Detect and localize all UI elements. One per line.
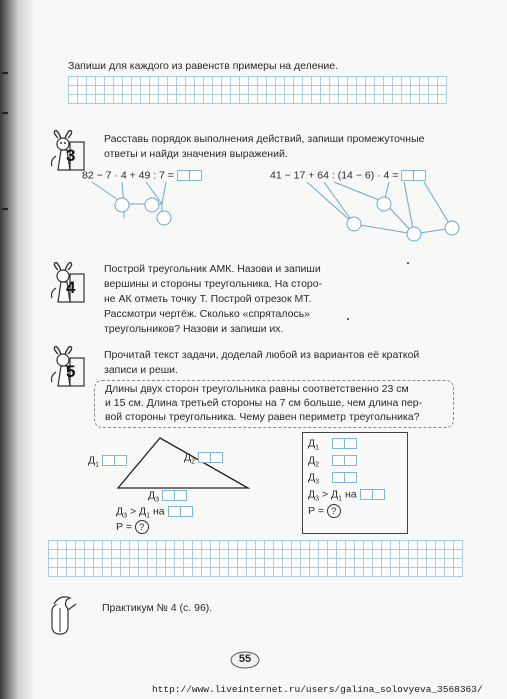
task-4-line: вершины и стороны треугольника. На сторо- bbox=[104, 278, 323, 290]
task-4-line: треугольников? Назови и запиши их. bbox=[104, 323, 284, 335]
record-d2: $Д_2$ bbox=[308, 453, 357, 472]
record-comparison: $Д_3 > Д_1$ на bbox=[308, 487, 385, 506]
answer-boxes[interactable] bbox=[332, 453, 357, 468]
question-mark-icon: ? bbox=[327, 504, 341, 518]
answer-boxes[interactable] bbox=[162, 488, 187, 503]
source-watermark-url: http://www.liveinternet.ru/users/galina_solovyeva_3568363/ bbox=[152, 684, 483, 695]
task-4-line: Рассмотри чертёж. Сколько «спряталось» bbox=[104, 308, 311, 320]
side-3-label: $Д_3$ bbox=[148, 488, 187, 507]
task-5-badge bbox=[48, 346, 86, 390]
problem-line: вой стороны треугольника. Чему равен периметр треугольника? bbox=[105, 411, 420, 423]
answer-boxes[interactable] bbox=[168, 504, 193, 519]
record-perimeter: P = ? bbox=[308, 504, 341, 519]
task-4-line: Построй треугольник АМК. Назови и запиши bbox=[104, 263, 321, 275]
book-spine bbox=[0, 0, 34, 699]
task-number: 5 bbox=[66, 362, 76, 381]
answer-grid bbox=[68, 76, 447, 104]
task-4-badge bbox=[48, 262, 86, 306]
record-d1: $Д_1$ bbox=[308, 436, 357, 455]
pencil-mascot-icon bbox=[48, 594, 78, 638]
task-number: 4 bbox=[66, 278, 76, 297]
page-number: 55 bbox=[238, 653, 252, 665]
spine-mark bbox=[2, 208, 8, 210]
answer-boxes[interactable] bbox=[198, 450, 223, 465]
expression-text: 82 − 7 · 4 + 49 : 7 = bbox=[82, 169, 174, 182]
task-4-line: не АК отметь точку Т. Построй отрезок МТ. bbox=[104, 293, 312, 305]
answer-boxes[interactable] bbox=[332, 436, 357, 451]
side-2-label: $Д_2$ bbox=[184, 450, 223, 469]
task-3-instruction: Расставь порядок выполнения действий, запиши промежуточные bbox=[104, 133, 425, 145]
intro-text: Запиши для каждого из равенств примеры на деление. bbox=[68, 60, 339, 72]
task-5-instruction: записи и реши. bbox=[104, 364, 178, 376]
problem-text-box bbox=[94, 380, 454, 428]
expression-text: 41 − 17 + 64 : (14 − 6) · 4 = bbox=[270, 169, 399, 182]
problem-line: и 15 см. Длина третьей стороны на 7 см больше, чем длина пер- bbox=[105, 397, 423, 409]
question-mark-icon: ? bbox=[135, 520, 149, 534]
record-d3: $Д_3$ bbox=[308, 470, 357, 489]
workbook-page bbox=[34, 0, 507, 699]
task-3-badge bbox=[48, 130, 86, 174]
answer-grid bbox=[48, 540, 463, 577]
answer-boxes[interactable] bbox=[102, 453, 127, 468]
side-1-label: $Д_1$ bbox=[88, 453, 127, 472]
order-diagram bbox=[74, 180, 474, 248]
task-3-instruction: ответы и найди значения выражений. bbox=[104, 148, 288, 160]
perimeter-line: P = ? bbox=[116, 520, 149, 535]
answer-boxes[interactable] bbox=[360, 487, 385, 502]
comparison-line: $Д_3 > Д_1$ на bbox=[116, 504, 193, 523]
task-5-instruction: Прочитай текст задачи, доделай любой из вариантов её краткой bbox=[104, 349, 420, 361]
short-record-frame bbox=[302, 432, 408, 534]
spine-mark bbox=[2, 112, 8, 114]
point-mark bbox=[347, 318, 349, 320]
spine-mark bbox=[2, 72, 8, 74]
problem-line: Длины двух сторон треугольника равны соответственно 23 см bbox=[105, 383, 409, 395]
answer-boxes[interactable] bbox=[332, 470, 357, 485]
practicum-reference: Практикум № 4 (с. 96). bbox=[102, 602, 213, 614]
task-number: 3 bbox=[66, 146, 76, 165]
point-mark bbox=[407, 262, 409, 264]
